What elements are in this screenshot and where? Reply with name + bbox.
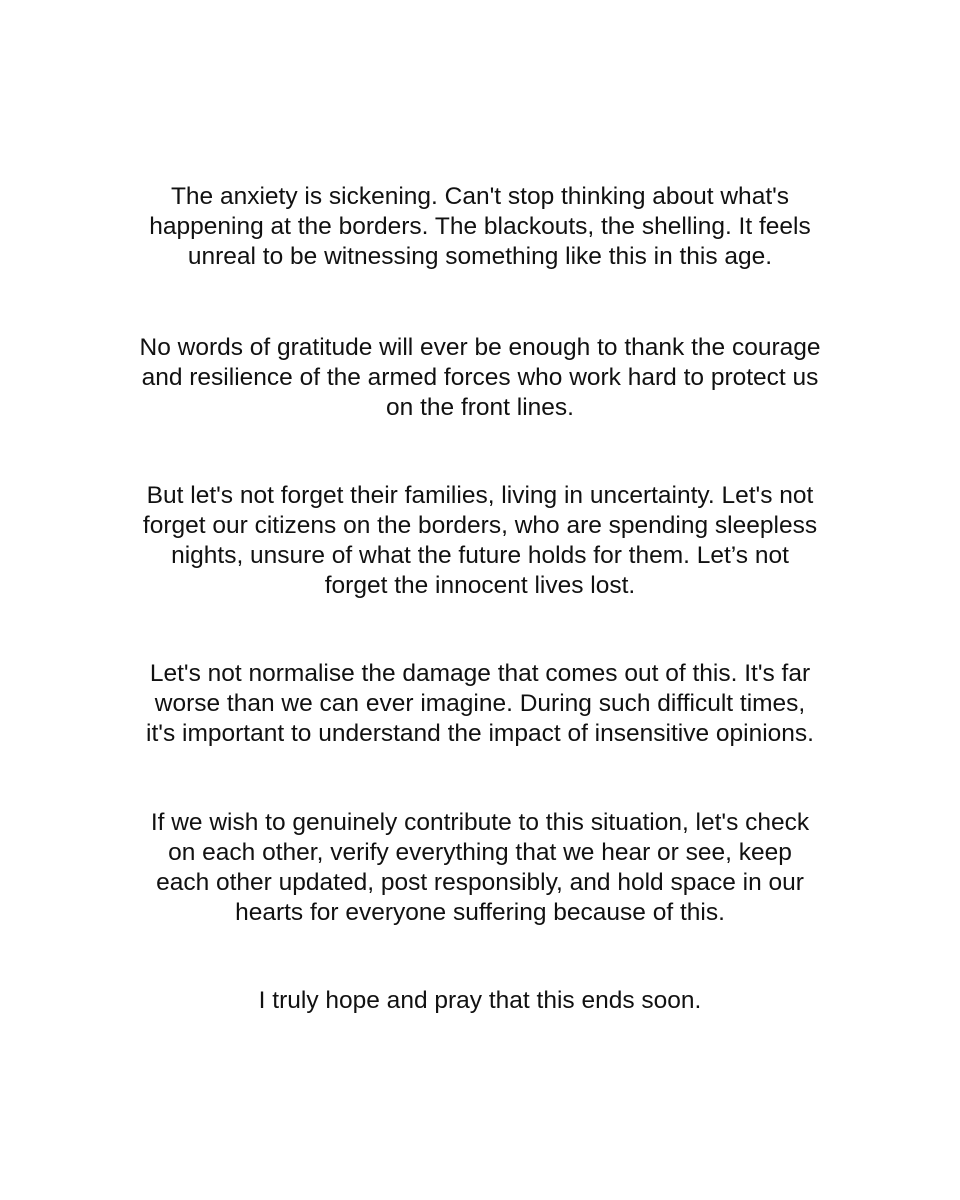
paragraph-normalise: Let's not normalise the damage that comes out of this. It's far worse than we can ever imagine. During such difficult times, it's important to understand the impact of insensitive opinions. bbox=[146, 660, 814, 747]
paragraph-gratitude: No words of gratitude will ever be enough to thank the courage and resilience of the armed forces who work hard to protect us on the front lines. bbox=[139, 334, 821, 421]
paragraph-contribute: If we wish to genuinely contribute to this situation, let's check on each other, verify everything that we hear or see, keep each other updated, post responsibly, and hold space in our hearts for everyone suffering because of this. bbox=[150, 809, 810, 926]
paragraph-anxiety: The anxiety is sickening. Can't stop thinking about what's happening at the borders. The blackouts, the shelling. It feels unreal to be witnessing something like this in this age. bbox=[149, 183, 811, 270]
paragraph-families: But let's not forget their families, living in uncertainty. Let's not forget our citizens on the borders, who are spending sleepless nights, unsure of what the future holds for them. Let’s not forget the innocent lives lost. bbox=[142, 482, 818, 599]
paragraph-hope: I truly hope and pray that this ends soon. bbox=[258, 987, 702, 1014]
